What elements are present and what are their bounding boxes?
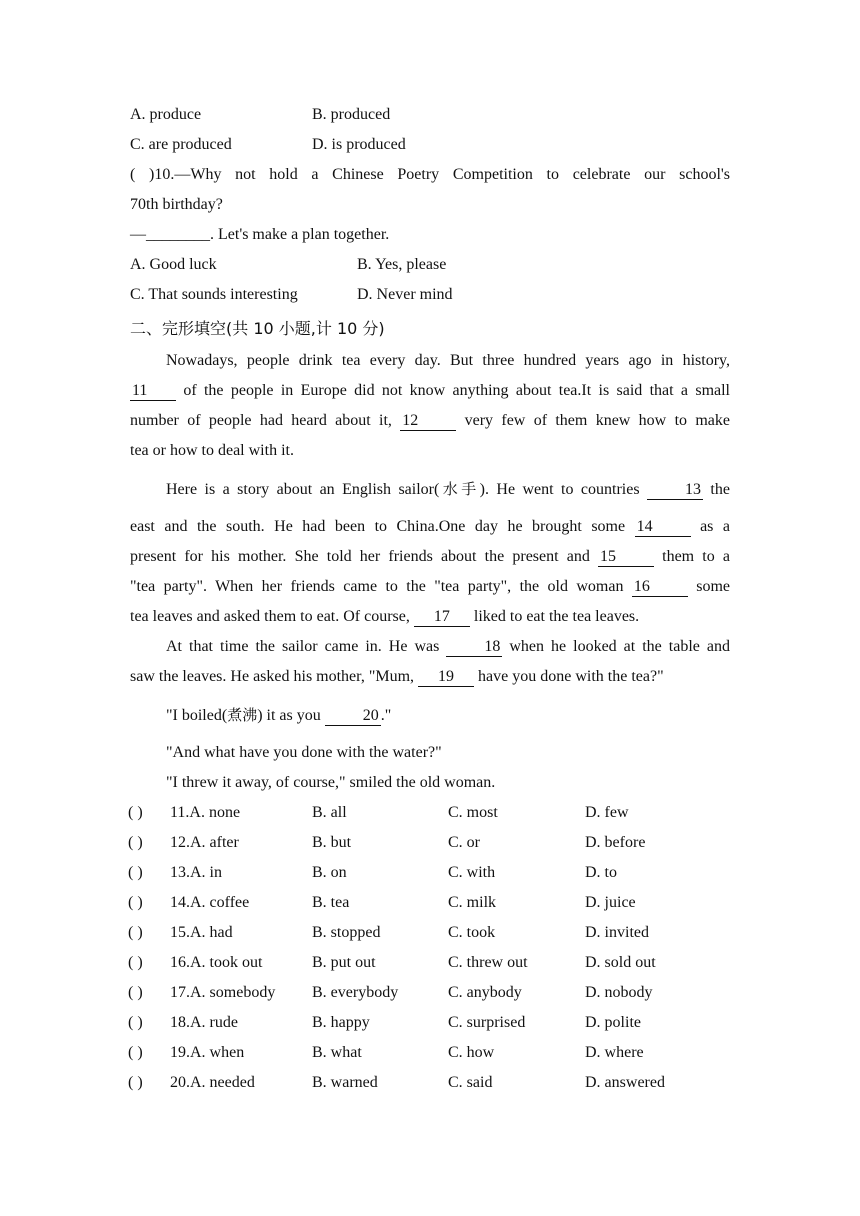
option-a: 12.A. after <box>170 834 239 851</box>
passage-text: ) it as you <box>257 707 325 724</box>
answer-paren: ( ) <box>128 834 143 851</box>
passage-text: them to a <box>653 548 730 565</box>
q10-stem-line2: 70th birthday? <box>130 196 223 213</box>
option-c: C. how <box>448 1044 495 1061</box>
option-c: C. said <box>448 1074 493 1091</box>
option-a: 17.A. somebody <box>170 984 276 1001</box>
blank-11: 11 <box>130 382 176 401</box>
passage-p2-line3 <box>130 542 730 572</box>
blank-17: 17 <box>414 608 470 627</box>
option-b: B. but <box>312 834 352 851</box>
passage-p2-line2 <box>130 512 730 542</box>
passage-p2-line4 <box>130 572 730 602</box>
answer-paren: ( ) <box>128 984 143 1001</box>
q10-option-d: D. Never mind <box>357 286 453 303</box>
option-a: 20.A. needed <box>170 1074 255 1091</box>
option-d: D. to <box>585 864 617 881</box>
option-d: D. where <box>585 1044 644 1061</box>
option-a: 19.A. when <box>170 1044 245 1061</box>
option-a: 16.A. took out <box>170 954 263 971</box>
option-b: B. all <box>312 804 347 821</box>
passage-text: Here is a story about an English sailor( <box>166 481 440 498</box>
question-row <box>130 1068 730 1098</box>
answer-paren: ( ) <box>128 864 143 881</box>
q10-option-a: A. Good luck <box>130 256 217 273</box>
answer-paren: ( ) <box>128 1074 143 1091</box>
passage-text: number of people had heard about it, <box>130 412 401 429</box>
option-d: D. few <box>585 804 629 821</box>
answer-paren: ( ) <box>128 954 143 971</box>
question-row <box>130 858 730 888</box>
passage-p1-line3 <box>130 406 730 436</box>
option-a: 15.A. had <box>170 924 233 941</box>
option-a: 14.A. coffee <box>170 894 250 911</box>
question-row <box>130 948 730 978</box>
passage-text: ). He went to countries <box>479 481 647 498</box>
passage-text: as a <box>690 518 730 535</box>
answer-paren: ( ) <box>128 894 143 911</box>
option-d: D. sold out <box>585 954 656 971</box>
passage-p2-line5 <box>130 602 730 632</box>
passage-p1-line4: tea or how to deal with it. <box>130 442 294 459</box>
section2-heading: 二、完形填空(共 10 小题,计 10 分) <box>130 319 385 338</box>
q10-stem-line1: ( )10.—Why not hold a Chinese Poetry Competition to celebrate our school's <box>130 166 730 183</box>
question-row <box>130 888 730 918</box>
blank-18: 18 <box>446 638 502 657</box>
passage <box>130 346 730 798</box>
answer-paren: ( ) <box>128 804 143 821</box>
question-list <box>130 798 730 1098</box>
blank-20: 20 <box>325 707 381 726</box>
passage-cjk: 煮沸 <box>227 706 258 724</box>
exam-page <box>130 100 730 1098</box>
option-c: C. surprised <box>448 1014 526 1031</box>
q9-option-d: D. is produced <box>312 136 406 153</box>
passage-text: have you done with the tea?" <box>474 668 664 685</box>
question-row <box>130 798 730 828</box>
passage-text: ." <box>380 707 392 724</box>
passage-cjk: 水手 <box>439 480 480 498</box>
q9-options-row2 <box>130 130 730 160</box>
passage-p3-line1 <box>130 632 730 662</box>
option-c: C. took <box>448 924 496 941</box>
option-d: D. answered <box>585 1074 665 1091</box>
option-c: C. or <box>448 834 480 851</box>
q9-option-a: A. produce <box>130 106 202 123</box>
passage-text: "tea party". When her friends came to the "tea party", the old woman <box>130 578 632 595</box>
blank-15: 15 <box>598 548 654 567</box>
blank-14: 14 <box>635 518 691 537</box>
blank-12: 12 <box>400 412 456 431</box>
q9-option-c: C. are produced <box>130 136 232 153</box>
option-c: C. with <box>448 864 496 881</box>
option-d: D. polite <box>585 1014 641 1031</box>
passage-text: when he looked at the table and <box>502 638 730 655</box>
option-c: C. threw out <box>448 954 528 971</box>
passage-text: liked to eat the tea leaves. <box>469 608 640 625</box>
passage-p1-line1: Nowadays, people drink tea every day. But three hundred years ago in history, <box>166 352 730 369</box>
option-a: 13.A. in <box>170 864 222 881</box>
q10-options-row1 <box>130 250 730 280</box>
question-row <box>130 1038 730 1068</box>
passage-p6: "I threw it away, of course," smiled the old woman. <box>166 774 496 791</box>
q10-option-b: B. Yes, please <box>357 256 447 273</box>
q9-options-row1 <box>130 100 730 130</box>
option-d: D. juice <box>585 894 636 911</box>
q10-options-row2 <box>130 280 730 310</box>
passage-text: "I boiled( <box>166 707 228 724</box>
option-b: B. what <box>312 1044 362 1061</box>
passage-text: east and the south. He had been to China.One day he brought some <box>130 518 635 535</box>
passage-p2-line1 <box>130 474 730 504</box>
passage-text: tea leaves and asked them to eat. Of course, <box>130 608 414 625</box>
option-b: B. happy <box>312 1014 370 1031</box>
q10-option-c: C. That sounds interesting <box>130 286 298 303</box>
passage-text: some <box>687 578 731 595</box>
blank-16: 16 <box>632 578 688 597</box>
passage-text: At that time the sailor came in. He was <box>166 638 447 655</box>
passage-p5: "And what have you done with the water?" <box>166 744 442 761</box>
option-c: C. milk <box>448 894 497 911</box>
question-row <box>130 918 730 948</box>
answer-paren: ( ) <box>128 1014 143 1031</box>
option-b: B. tea <box>312 894 350 911</box>
passage-text: of the people in Europe did not know anything about tea.It is said that a small <box>176 382 730 399</box>
blank-19: 19 <box>418 668 474 687</box>
option-b: B. everybody <box>312 984 399 1001</box>
option-b: B. warned <box>312 1074 378 1091</box>
passage-text: the <box>703 481 730 498</box>
passage-p4 <box>130 700 730 730</box>
option-a: 11.A. none <box>170 804 241 821</box>
option-b: B. on <box>312 864 347 881</box>
passage-text: present for his mother. She told her friends about the present and <box>130 548 598 565</box>
q9-option-b: B. produced <box>312 106 391 123</box>
q10-reply: —________. Let's make a plan together. <box>130 226 390 243</box>
passage-p1-line2 <box>130 376 730 406</box>
question-row <box>130 828 730 858</box>
option-b: B. stopped <box>312 924 381 941</box>
question-row <box>130 978 730 1008</box>
option-d: D. nobody <box>585 984 653 1001</box>
question-row <box>130 1008 730 1038</box>
option-c: C. anybody <box>448 984 522 1001</box>
answer-paren: ( ) <box>128 1044 143 1061</box>
option-d: D. before <box>585 834 646 851</box>
passage-text: saw the leaves. He asked his mother, "Mum, <box>130 668 419 685</box>
option-c: C. most <box>448 804 498 821</box>
blank-13: 13 <box>647 481 703 500</box>
passage-text: very few of them knew how to make <box>456 412 731 429</box>
answer-paren: ( ) <box>128 924 143 941</box>
option-b: B. put out <box>312 954 376 971</box>
passage-p3-line2 <box>130 662 730 692</box>
option-a: 18.A. rude <box>170 1014 238 1031</box>
option-d: D. invited <box>585 924 649 941</box>
